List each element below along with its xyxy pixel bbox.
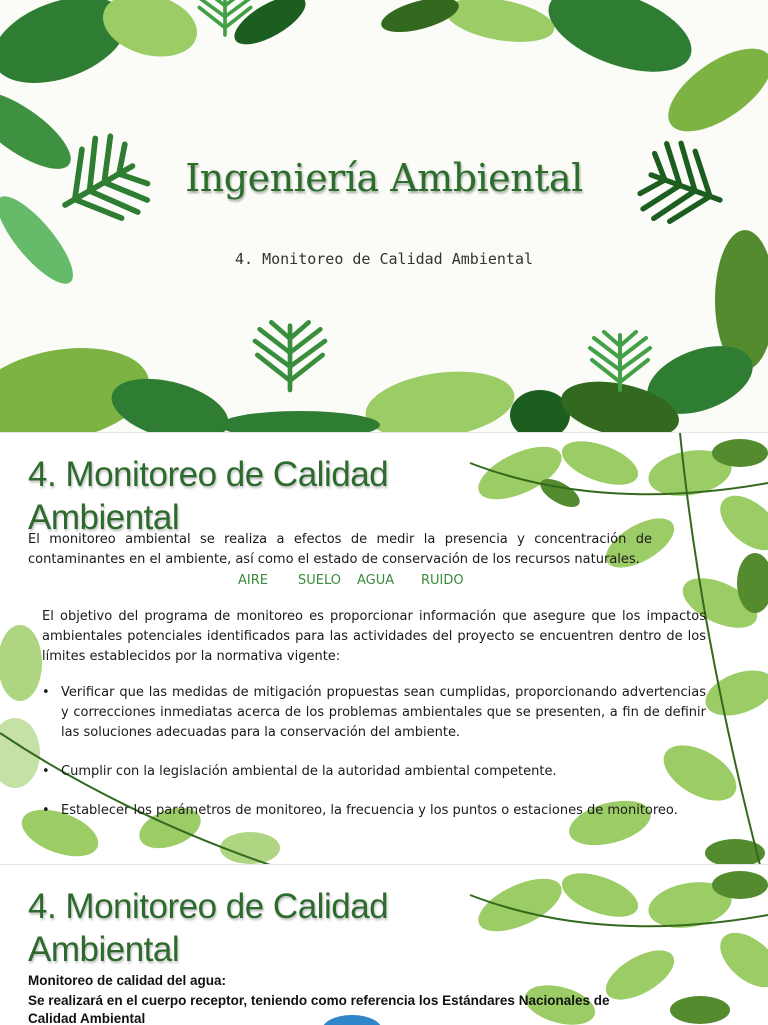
presentation-title: Ingeniería Ambiental: [185, 156, 583, 200]
intro-paragraph: El monitoreo ambiental se realiza a efectos de medir la presencia y concentración de contaminantes en el ambiente, así como el estado de conservación de los recursos naturales.: [28, 532, 652, 567]
media-water: AGUA: [357, 573, 395, 588]
tropical-leaf-frame: [0, 0, 768, 432]
objective-paragraph: El objetivo del programa de monitoreo es proporcionar información que asegure que los impactos ambientales potenciales identificados para las actividades del proyecto se encuentren dentro de los límites establecidos por la normativa vigente:: [42, 609, 706, 664]
media-soil: SUELO: [298, 573, 341, 588]
bullet-item: • Cumplir con la legislación ambiental de la autoridad ambiental competente.: [42, 762, 706, 782]
presentation-subtitle: 4. Monitoreo de Calidad Ambiental: [234, 250, 533, 268]
section-heading: Monitoreo de calidad del agua:: [28, 973, 227, 988]
title-slide: [0, 0, 768, 432]
content-slide-monitoring: [0, 432, 768, 865]
media-noise: RUIDO: [421, 573, 464, 588]
slide-title: 4. Monitoreo de Calidad Ambiental: [28, 887, 389, 969]
media-air: AIRE: [238, 573, 268, 588]
section-body: Se realizará en el cuerpo receptor, teniendo como referencia los Estándares Nacionales de Calidad Ambiental: [28, 993, 610, 1025]
objective-bullet-list: [42, 683, 706, 840]
bullet-item: • Establecer los parámetros de monitoreo, la frecuencia y los puntos o estaciones de monitoreo.: [42, 801, 706, 821]
slide-title: 4. Monitoreo de Calidad Ambiental: [28, 455, 389, 537]
bullet-item: • Verificar que las medidas de mitigación propuestas sean cumplidas, proporcionando advertencias y correcciones inmediatas acerca de los problemas ambientales que se presenten, a fin de definir las soluciones adecuadas para la conservación del ambiente.: [42, 683, 706, 743]
content-slide-water: [0, 864, 768, 1025]
